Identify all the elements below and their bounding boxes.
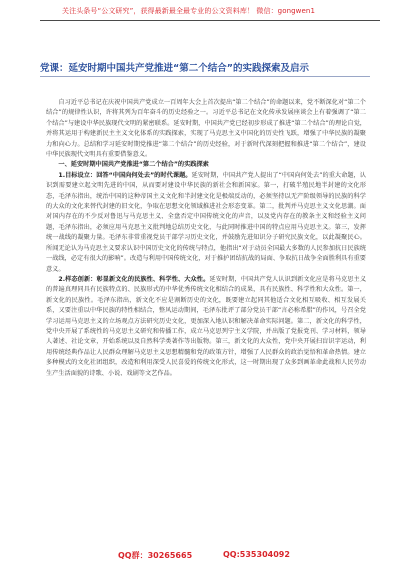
intro-paragraph: 自习近平总书记在庆祝中国共产党成立一百周年大会上首次提出“第二个结合”的命题以来，党不断深化对“第二个结合”的规律性认识，许将其列为百年奋斗的历史经验之一。习近平总书记在文化传承发展座谈会上有着强调了“第二个结合”与建设中华民族现代文明的紧密联系。延安时期，中国共产党已经初步形成了推进“第二个结合”的理论自觉，并将其运用于构建新民主主义文化体系的实践探索，实现了马克思主义中国化的历史性飞跃，增强了中华民族的凝聚力和向心力。总结和学习延安时期党推进“第二个结合”的历史经验，对于新时代深刻把握和推进“第二个结合”，建设中华民族现代文明具有重要借鉴意义。 <box>46 99 366 159</box>
document-body <box>46 98 366 379</box>
sub-body-1: 延安时期，中国共产党人提出了“中国向何处去”的重大命题，认识到需要建立起文明先进的中国，从而要对建设中华民族的新社会和新国家。第一，打破半殖民地半封建的文化形态，毛泽东指出，统治中国的这种帝国主义文化和半封建文化是极端反动的，必须坚持以无产阶级领导的民族的科学的大众的文化来替代封建的旧文化，争取在思想文化领域推进社会形态变革。第二，批判并马克思主义文化思潮。面对国内存在的不少反对鲁迅与马克思主义、全盘否定中国传统文化的声音，以及党内存在的教条主义和经验主义问题，毛泽东指出，必须应用马克思主义批判地总结历史文化，与此同时推进中国的特点应用马克思主义。第三，发挥统一战线的凝聚力量。毛泽东非常重视党员干部学习历史文化，并鼓励先进知识分子研究民族文化，以此凝聚民心。所闻无论认为马克思主义要求认识中国历史文化的传统与特点，他指出“对于动员全国最大多数的人民参加抗日民族统一战线，必定有很大的影响”。改造与利用中国传统文化，对于推护团结抗战的局面、争取抗日战争全面胜利具有重要意义。 <box>46 171 366 273</box>
sub-heading-2: 2.样态创新：彰显新文化的民族性、科学性、大众性。 <box>58 275 210 283</box>
header-divider <box>40 20 380 21</box>
sub-section-1 <box>46 171 366 275</box>
header-ad-text: 关注头条号“公文研究”，获得最新最全最专业的公文资料库！ 微信：gongwen1 <box>62 7 316 15</box>
footer-qq-group: QQ群：30265665 <box>118 551 193 560</box>
sub-section-2 <box>46 275 366 379</box>
document-title: 党课：延安时期中国共产党推进“第二个结合”的实践探索及启示 <box>40 63 309 74</box>
page-footer <box>0 550 408 570</box>
page-header <box>0 0 408 30</box>
sub-heading-1: 1.目标设立：回答“中国向何处去”的时代课题。 <box>58 171 192 179</box>
sub-body-2: 延安时期，中国共产党人认识到新文化应是将马克思主义的普遍真理同具有民族特点的、民族形式的中华优秀传统文化相结合的成果，具有民族性、科学性和大众性。第一，新文化的民族性。毛泽东指出，新文化不应是割断历史的文化，既要建立起同其他适合文化相互吸收、相互发展关系，又要注重以中华民族的特性相结合，整风运动期间，毛泽东批评了部分党员干部“言必称希腊”的作风，号召全党学习运用马克思主义的立场观点方法研究历史文化，更加深入地认识和解决革命实际问题。第二，新文化的科学性，党中央开展了系统性的马克思主义研究和传播工作，成立马克思列宁主义学院，并出版了党报党刊、学习材料，领导人著述、社论文章，开始系统以及自然科学类著作等出版物。第三，新文化的大众性，党中央开展扫盲识字运动，利用传统经典作品让人民群众理解马克思主义思想精髓和党的政策方针，增强了人民群众的政治觉悟和革命热情。建立多种模式的文化社团组织，改造和利用深受人民喜爱的传统文化形式，这一时期出现了众多到画革命此战和人民劳动生产生活面貌的诗歌、小说、戏剧等文艺作品。 <box>46 275 367 377</box>
title-block <box>40 60 370 76</box>
footer-qq-number: QQ:535304092 <box>223 550 290 559</box>
section-heading-1: 一、延安时期中国共产党推进“第二个结合”的实践探索 <box>58 161 209 169</box>
title-underline <box>40 76 370 77</box>
